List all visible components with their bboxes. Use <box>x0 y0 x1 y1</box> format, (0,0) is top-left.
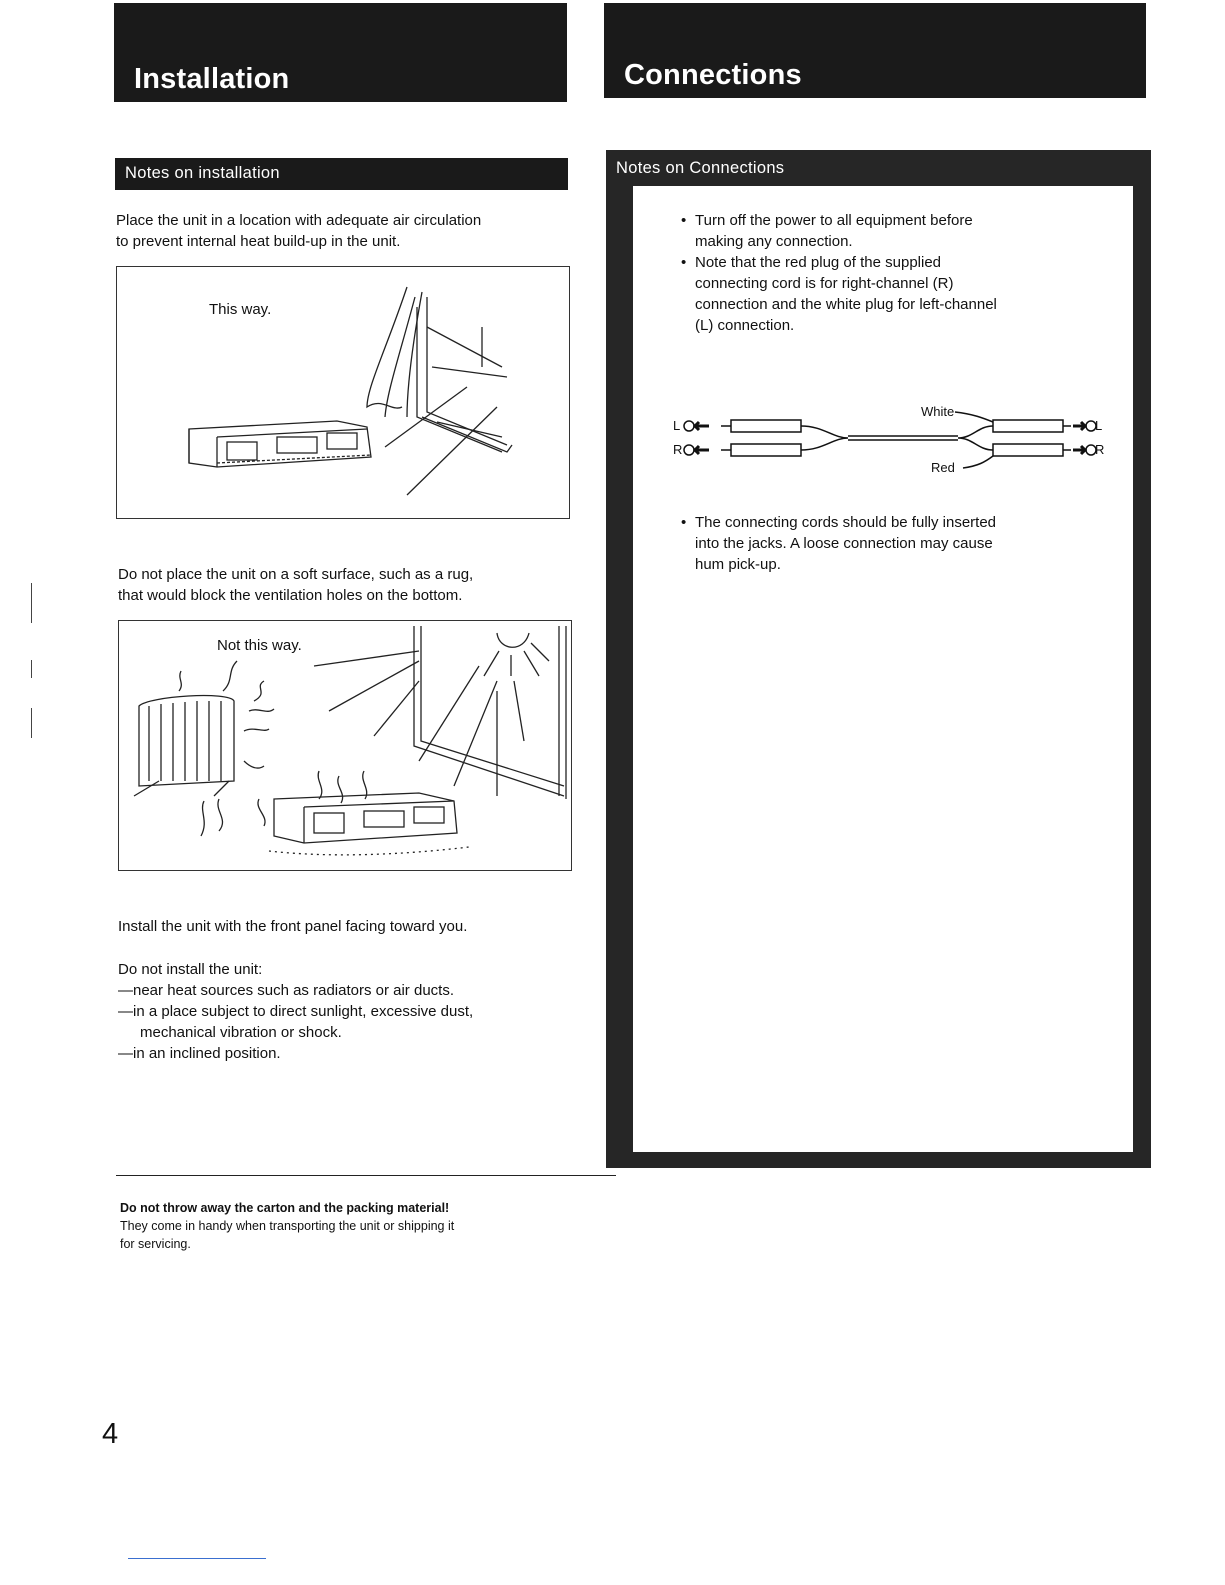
page-number: 4 <box>102 1418 119 1450</box>
figure-not-this-way <box>118 620 572 871</box>
diagram-right-r-label: R <box>1095 442 1105 457</box>
installation-para-3: Install the unit with the front panel facing toward you. <box>118 918 468 935</box>
footer-link-underline <box>128 1558 266 1559</box>
bullet-red-white-plug: • Note that the red plug of the supplied connecting cord is for right-channel (R) connection and the white plug for left-channel (L) connection. <box>679 252 1119 336</box>
notes-on-connections-body <box>633 186 1133 1152</box>
figure-this-way-illustration <box>117 267 571 520</box>
bullet-power-off: • Turn off the power to all equipment before making any connection. <box>679 210 1119 252</box>
installation-do-not-list: Do not install the unit: —near heat sources such as radiators or air ducts. —in a place subject to direct sunlight, excessive dust, mechanical vibration or shock. —in an inclined position. <box>118 961 474 1062</box>
bullet-cords-inserted: • The connecting cords should be fully inserted into the jacks. A loose connection may cause hum pick-up. <box>679 512 1119 575</box>
installation-title: Installation <box>114 3 567 102</box>
packing-note-heading: Do not throw away the carton and the packing material! <box>120 1201 450 1215</box>
plug-right-white-icon <box>993 420 1063 432</box>
plug-right-red-icon <box>993 444 1063 456</box>
figure-not-this-way-caption: Not this way. <box>217 637 302 654</box>
diagram-right-l-label: L <box>1095 418 1103 433</box>
notes-on-connections-heading: Notes on Connections <box>616 159 785 177</box>
packing-note-line-1: They come in handy when transporting the unit or shipping it <box>120 1219 455 1233</box>
diagram-red-label: Red <box>931 460 955 475</box>
installation-para-1: Place the unit in a location with adequate air circulation to prevent internal heat build-up in the unit. <box>116 212 482 250</box>
figure-this-way-caption: This way. <box>209 301 272 318</box>
margin-mark <box>31 708 32 738</box>
diagram-white-label: White <box>921 404 955 419</box>
diagram-left-r-label: R <box>673 442 683 457</box>
jack-left-r-icon <box>684 445 694 455</box>
connections-title: Connections <box>604 3 1146 98</box>
installation-para-2: Do not place the unit on a soft surface, such as a rug, that would block the ventilation holes on the bottom. <box>118 566 474 604</box>
packing-note-line-2: for servicing. <box>120 1237 191 1251</box>
margin-mark <box>31 583 32 623</box>
notes-on-connections-panel <box>606 150 1151 1168</box>
notes-on-installation-heading: Notes on installation <box>115 158 568 190</box>
margin-mark <box>31 660 32 678</box>
connection-notes-list-1 <box>679 210 1119 336</box>
figure-this-way <box>116 266 570 519</box>
section-divider <box>116 1175 616 1176</box>
plug-left-white-icon <box>731 420 801 432</box>
plug-left-red-icon <box>731 444 801 456</box>
jack-left-l-icon <box>684 421 694 431</box>
connection-notes-list-2 <box>679 512 1119 575</box>
figure-not-this-way-illustration <box>119 621 573 872</box>
connecting-cord-diagram <box>633 396 1133 496</box>
diagram-left-l-label: L <box>673 418 681 433</box>
